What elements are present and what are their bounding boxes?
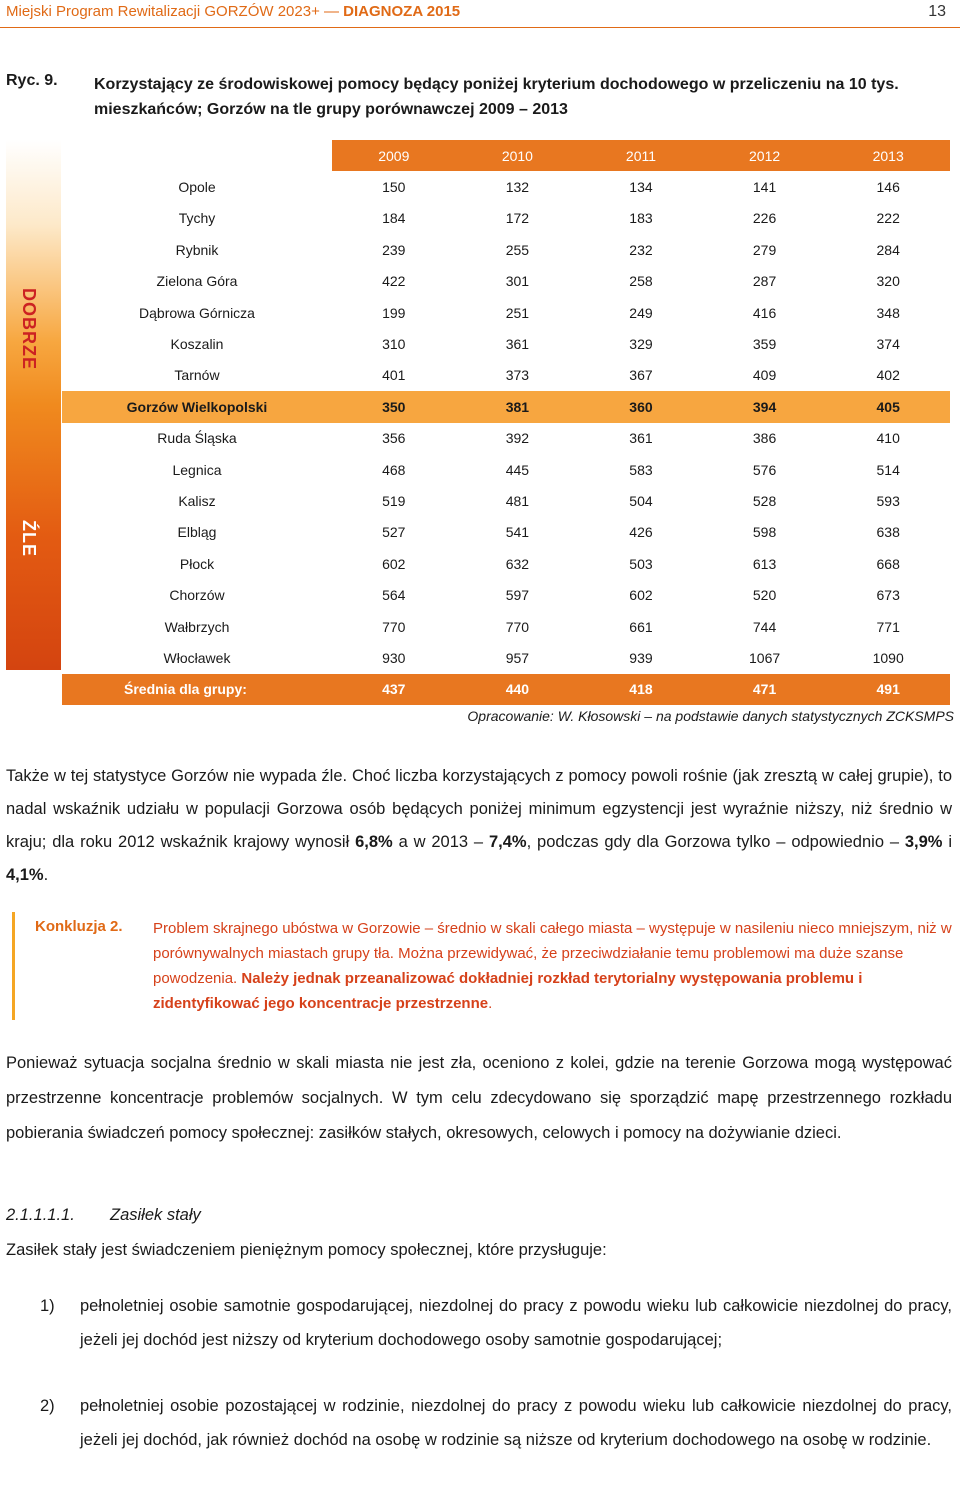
table-cell: 222 bbox=[876, 210, 900, 227]
city-name: Rybnik bbox=[175, 241, 219, 258]
table-cell: 593 bbox=[876, 492, 900, 509]
table-cell: 329 bbox=[629, 336, 653, 353]
table-cell: 348 bbox=[876, 304, 900, 321]
table-cell: 519 bbox=[382, 492, 406, 509]
table-cell: 583 bbox=[629, 461, 653, 478]
text-run: i bbox=[942, 833, 953, 851]
city-name: Elbląg bbox=[177, 524, 217, 541]
table-cell: 504 bbox=[629, 492, 653, 509]
year-header: 2009 bbox=[332, 140, 456, 171]
paragraph-1 bbox=[6, 760, 952, 892]
table-cell: 744 bbox=[752, 618, 777, 635]
table-cell: 132 bbox=[505, 179, 530, 196]
paragraph-3: Zasiłek stały jest świadczeniem pieniężnym pomocy społecznej, które przysługuje: bbox=[6, 1241, 607, 1259]
table-row bbox=[62, 642, 950, 673]
city-name: Tarnów bbox=[174, 367, 220, 384]
header-title bbox=[6, 3, 460, 20]
table-cell: 503 bbox=[629, 555, 653, 572]
city-name: Tychy bbox=[178, 210, 216, 227]
header-subtitle: DIAGNOZA 2015 bbox=[343, 3, 461, 20]
header-dash: — bbox=[319, 3, 344, 20]
average-cell: 491 bbox=[826, 674, 950, 705]
table-cell: 613 bbox=[752, 555, 777, 572]
table-cell: 301 bbox=[505, 273, 530, 290]
comparison-table bbox=[62, 140, 950, 705]
page-number: 13 bbox=[928, 3, 946, 20]
city-name: Kalisz bbox=[178, 492, 216, 509]
table-cell: 661 bbox=[629, 618, 653, 635]
conclusion-plain: Problem skrajnego ubóstwa w Gorzowie – średnio w skali całego miasta – występuje w nasileniu nieco mniejszym, niż w porównywalnych miastach grupy tła. Można przewidywać, że przeciwdziałanie temu problemowi ma duże szanse powodzenia. bbox=[153, 920, 952, 987]
table-cell: 141 bbox=[752, 179, 777, 196]
city-name: Włocławek bbox=[163, 649, 231, 666]
table-cell: 386 bbox=[752, 430, 777, 447]
table-cell: 445 bbox=[505, 461, 530, 478]
year-header: 2012 bbox=[703, 140, 827, 171]
value-2012-country: 6,8% bbox=[355, 833, 393, 851]
table-cell: 172 bbox=[505, 210, 530, 227]
table-row bbox=[62, 171, 950, 202]
table-cell: 367 bbox=[629, 367, 653, 384]
table-cell: 239 bbox=[382, 241, 406, 258]
table-row bbox=[62, 328, 950, 359]
table-cell: 602 bbox=[382, 555, 406, 572]
table-cell: 673 bbox=[876, 587, 900, 604]
label-good: DOBRZE bbox=[19, 288, 39, 370]
table-cell: 468 bbox=[382, 461, 406, 478]
table-cell: 416 bbox=[752, 304, 777, 321]
table-cell: 576 bbox=[752, 461, 777, 478]
average-cell: 440 bbox=[456, 674, 580, 705]
table-cell: 528 bbox=[752, 492, 777, 509]
table-cell: 409 bbox=[752, 367, 777, 384]
list-number: 1) bbox=[40, 1297, 55, 1315]
value-2013-gorzow: 4,1% bbox=[6, 866, 44, 884]
table-cell: 957 bbox=[505, 649, 530, 666]
table-cell: 930 bbox=[382, 649, 406, 666]
table-cell: 356 bbox=[382, 430, 406, 447]
value-2012-gorzow: 3,9% bbox=[904, 833, 943, 851]
city-name: Legnica bbox=[172, 461, 222, 478]
table-cell: 279 bbox=[752, 241, 777, 258]
text-run: Także w tej statystyce Gorzów nie wypada źle. Choć liczba korzystających z pomocy powoli rośnie (jak zresztą w całej grupie), to nadal wskaźnik udziału w populacji Gorzowa osób będących poniżej minimum egzystencji jest wyraźnie niższy, niż średnio w kraju; dla roku 2012 wskaźnik krajowy wynosił bbox=[6, 767, 952, 851]
table-cell: 597 bbox=[505, 587, 530, 604]
table-cell: 361 bbox=[629, 430, 653, 447]
table-cell: 150 bbox=[382, 179, 406, 196]
table-cell: 394 bbox=[703, 391, 827, 422]
table-cell: 199 bbox=[382, 304, 406, 321]
table-cell: 426 bbox=[629, 524, 653, 541]
table-cell: 350 bbox=[332, 391, 456, 422]
text-run: , podczas gdy dla Gorzowa tylko – odpowiednio – bbox=[526, 833, 905, 851]
table-cell: 258 bbox=[629, 273, 653, 290]
header-program: Miejski Program Rewitalizacji GORZÓW 2023+ bbox=[6, 3, 320, 20]
year-header: 2013 bbox=[826, 140, 950, 171]
table-cell: 1067 bbox=[749, 649, 781, 666]
list-text: pełnoletniej osobie samotnie gospodarującej, niezdolnej do pracy z powodu wieku lub całkowicie niezdolnej do pracy, jeżeli jej dochód jest niższy od kryterium dochodowego osoby samotnie gospodarującej; bbox=[80, 1297, 952, 1349]
conclusion-emphasis: Należy jednak przeanalizować dokładniej rozkład terytorialny występowania problemu i zidentyfikować jego koncentracje przestrzenne bbox=[153, 970, 863, 1012]
rating-gradient-bar bbox=[6, 140, 61, 670]
conclusion-end: . bbox=[488, 995, 493, 1012]
table-cell: 360 bbox=[579, 391, 703, 422]
city-name: Wałbrzych bbox=[164, 618, 230, 635]
city-name: Ruda Śląska bbox=[157, 430, 237, 447]
year-header: 2011 bbox=[579, 140, 703, 171]
table-cell: 251 bbox=[505, 304, 530, 321]
table-cell: 939 bbox=[629, 649, 653, 666]
paragraph-2: Ponieważ sytuacja socjalna średnio w skali miasta nie jest zła, oceniono z kolei, gdzie na terenie Gorzowa mogą występować przestrzenne koncentracje problemów socjalnych. W tym celu zdecydowano się sporządzić mapę przestrzennego rozkładu pobierania świadczeń pomocy społecznej: zasiłków stałych, okresowych, celowych i pomocy na dożywianie dzieci. bbox=[6, 1054, 952, 1142]
table-cell: 422 bbox=[382, 273, 406, 290]
average-row bbox=[62, 674, 950, 705]
table-cell: 632 bbox=[505, 555, 530, 572]
figure-title: Korzystający ze środowiskowej pomocy będący poniżej kryterium dochodowego w przeliczeniu na 10 tys. mieszkańców; Gorzów na tle grupy porównawczej 2009 – 2013 bbox=[94, 76, 899, 118]
table-cell: 564 bbox=[382, 587, 406, 604]
table-cell: 183 bbox=[629, 210, 653, 227]
table-row bbox=[62, 485, 950, 516]
city-name: Opole bbox=[178, 179, 216, 196]
table-cell: 514 bbox=[876, 461, 900, 478]
table-row bbox=[62, 266, 950, 297]
table-row bbox=[62, 391, 950, 422]
figure-label: Ryc. 9. bbox=[6, 72, 58, 89]
average-label: Średnia dla grupy: bbox=[62, 674, 332, 705]
table-row bbox=[62, 234, 950, 265]
table-cell: 249 bbox=[629, 304, 653, 321]
city-name: Chorzów bbox=[169, 587, 225, 604]
page-header bbox=[0, 0, 960, 28]
city-name: Dąbrowa Górnicza bbox=[139, 304, 255, 321]
table-cell: 392 bbox=[505, 430, 530, 447]
table-cell: 770 bbox=[382, 618, 406, 635]
city-name: Gorzów Wielkopolski bbox=[62, 391, 332, 422]
table-row bbox=[62, 297, 950, 328]
value-2013-country: 7,4% bbox=[488, 833, 527, 851]
list-text: pełnoletniej osobie pozostającej w rodzinie, niezdolnej do pracy z powodu wieku lub całkowicie niezdolnej do pracy, jeżeli jej dochód, jak również dochód na osobę w rodzinie są niższe od kryterium dochodowego na osobę w rodzinie. bbox=[80, 1397, 952, 1449]
year-header: 2010 bbox=[456, 140, 580, 171]
table-cell: 602 bbox=[629, 587, 653, 604]
table-cell: 481 bbox=[505, 492, 530, 509]
list-number: 2) bbox=[40, 1397, 55, 1415]
text-run: . bbox=[43, 866, 49, 884]
table-cell: 402 bbox=[876, 367, 900, 384]
city-name: Zielona Góra bbox=[156, 273, 238, 290]
table-row bbox=[62, 611, 950, 642]
table-cell: 361 bbox=[505, 336, 530, 353]
header-divider bbox=[0, 27, 960, 28]
table-cell: 638 bbox=[876, 524, 900, 541]
table-body bbox=[62, 171, 950, 705]
table-cell: 232 bbox=[629, 241, 653, 258]
conclusion-label: Konkluzja 2. bbox=[35, 918, 123, 935]
figure-source: Opracowanie: W. Kłosowski – na podstawie danych statystycznych ZCKSMPS bbox=[467, 708, 954, 724]
table-cell: 770 bbox=[505, 618, 530, 635]
table-row bbox=[62, 360, 950, 391]
table-row bbox=[62, 548, 950, 579]
table-cell: 320 bbox=[876, 273, 900, 290]
table-cell: 373 bbox=[505, 367, 530, 384]
table-cell: 541 bbox=[505, 524, 530, 541]
city-name: Płock bbox=[179, 555, 215, 572]
table-cell: 359 bbox=[752, 336, 777, 353]
table-cell: 410 bbox=[876, 430, 900, 447]
table-cell: 134 bbox=[629, 179, 653, 196]
table-cell: 255 bbox=[505, 241, 530, 258]
table-cell: 381 bbox=[456, 391, 580, 422]
table-row bbox=[62, 203, 950, 234]
conclusion-text bbox=[153, 916, 953, 1016]
table-cell: 374 bbox=[876, 336, 900, 353]
table-cell: 598 bbox=[752, 524, 777, 541]
conclusion-box bbox=[12, 912, 955, 1020]
table-cell: 287 bbox=[752, 273, 777, 290]
table-cell: 310 bbox=[382, 336, 406, 353]
label-bad: ŹLE bbox=[19, 520, 39, 557]
table-cell: 401 bbox=[382, 367, 406, 384]
table-cell: 771 bbox=[876, 618, 900, 635]
average-cell: 437 bbox=[332, 674, 456, 705]
table-row bbox=[62, 579, 950, 610]
table-cell: 1090 bbox=[872, 649, 904, 666]
table-cell: 284 bbox=[876, 241, 900, 258]
table-cell: 527 bbox=[382, 524, 406, 541]
city-column-header bbox=[62, 140, 332, 171]
text-run: a w 2013 – bbox=[392, 833, 489, 851]
table-row bbox=[62, 423, 950, 454]
section-number: 2.1.1.1.1. bbox=[6, 1206, 75, 1224]
table-cell: 146 bbox=[876, 179, 900, 196]
table-row bbox=[62, 454, 950, 485]
table-header-row bbox=[62, 140, 950, 171]
table-cell: 405 bbox=[826, 391, 950, 422]
table-cell: 184 bbox=[382, 210, 406, 227]
average-cell: 418 bbox=[579, 674, 703, 705]
average-cell: 471 bbox=[703, 674, 827, 705]
section-title: Zasiłek stały bbox=[110, 1206, 201, 1224]
table-cell: 520 bbox=[752, 587, 777, 604]
table-cell: 226 bbox=[752, 210, 777, 227]
table-row bbox=[62, 517, 950, 548]
table-cell: 668 bbox=[876, 555, 900, 572]
city-name: Koszalin bbox=[170, 336, 224, 353]
